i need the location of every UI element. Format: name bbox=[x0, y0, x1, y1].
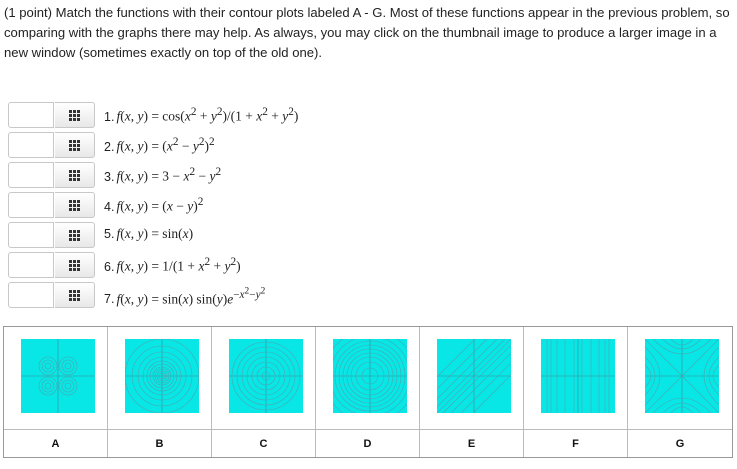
plot-label-b: B bbox=[108, 429, 211, 459]
question-row-4 bbox=[8, 192, 428, 220]
question-row-3 bbox=[8, 162, 428, 190]
grid-menu-icon bbox=[69, 260, 80, 271]
answer-menu-button-5[interactable] bbox=[55, 222, 95, 248]
contour-plot-thumbnail-a[interactable] bbox=[21, 339, 95, 413]
grid-menu-icon bbox=[69, 140, 80, 151]
function-label-2: 2. f(x, $y) = (x^2 - y^2)^2$ bbox=[104, 136, 215, 154]
contour-plot-thumbnail-b[interactable] bbox=[125, 339, 199, 413]
answer-menu-button-4[interactable] bbox=[55, 192, 95, 218]
answer-menu-button-7[interactable] bbox=[55, 282, 95, 308]
answer-input-3[interactable] bbox=[8, 162, 54, 188]
answer-input-4[interactable] bbox=[8, 192, 54, 218]
plot-cell-e bbox=[420, 327, 524, 457]
contour-plot-thumbnail-f[interactable] bbox=[541, 339, 615, 413]
contour-plot-thumbnail-e[interactable] bbox=[437, 339, 511, 413]
answer-menu-button-6[interactable] bbox=[55, 252, 95, 278]
plot-label-d: D bbox=[316, 429, 419, 459]
contour-plot-thumbnail-g[interactable] bbox=[645, 339, 719, 413]
plot-label-a: A bbox=[4, 429, 107, 459]
grid-menu-icon bbox=[69, 230, 80, 241]
question-row-1 bbox=[8, 102, 428, 130]
answer-input-7[interactable] bbox=[8, 282, 54, 308]
contour-plot-thumbnail-d[interactable] bbox=[333, 339, 407, 413]
plot-label-e: E bbox=[420, 429, 523, 459]
plot-cell-d bbox=[316, 327, 420, 457]
plot-label-c: C bbox=[212, 429, 315, 459]
contour-plot-thumbnail-c[interactable] bbox=[229, 339, 303, 413]
question-row-6 bbox=[8, 252, 428, 280]
plot-cell-b bbox=[108, 327, 212, 457]
grid-menu-icon bbox=[69, 200, 80, 211]
question-row-5 bbox=[8, 222, 428, 250]
answer-menu-button-2[interactable] bbox=[55, 132, 95, 158]
plot-cell-c bbox=[212, 327, 316, 457]
answer-input-1[interactable] bbox=[8, 102, 54, 128]
answer-menu-button-3[interactable] bbox=[55, 162, 95, 188]
answer-menu-button-1[interactable] bbox=[55, 102, 95, 128]
grid-menu-icon bbox=[69, 110, 80, 121]
plot-label-g: G bbox=[628, 429, 732, 459]
function-label-1: 1. f(x, $y) = \cos(x^2 + y^2)/(1 + x^2 + y^2)$ bbox=[104, 106, 299, 124]
plot-label-f: F bbox=[524, 429, 627, 459]
function-label-6: 6. f(x, $y) = 1/(1 + x^2 + y^2)$ bbox=[104, 256, 241, 274]
answer-input-6[interactable] bbox=[8, 252, 54, 278]
grid-menu-icon bbox=[69, 170, 80, 181]
contour-plot-table bbox=[3, 326, 733, 458]
function-label-4: 4. f(x, $y) = (x - y)^2$ bbox=[104, 196, 204, 214]
plot-cell-a bbox=[4, 327, 108, 457]
grid-menu-icon bbox=[69, 290, 80, 301]
function-label-5: 5. f(x, y) = sin(x) bbox=[104, 226, 194, 241]
plot-cell-g bbox=[628, 327, 732, 457]
function-label-3: 3. f(x, $y) = 3 - x^2 - y^2$ bbox=[104, 166, 222, 184]
function-label-7: 7. f(x, y) = sin(x) $\sin(y)e^{-x^2-y^2}$ bbox=[104, 286, 266, 307]
answer-input-5[interactable] bbox=[8, 222, 54, 248]
plot-cell-f bbox=[524, 327, 628, 457]
answer-input-2[interactable] bbox=[8, 132, 54, 158]
question-row-7 bbox=[8, 282, 428, 310]
question-row-2 bbox=[8, 132, 428, 160]
problem-intro: (1 point) Match the functions with their contour plots labeled A - G. Most of these functions appear in the previous problem, so comparing with the graphs there may help. As always, you may click on the thumbnail image to produce a larger image in a new window (sometimes exactly on top of the old one). bbox=[4, 5, 730, 60]
